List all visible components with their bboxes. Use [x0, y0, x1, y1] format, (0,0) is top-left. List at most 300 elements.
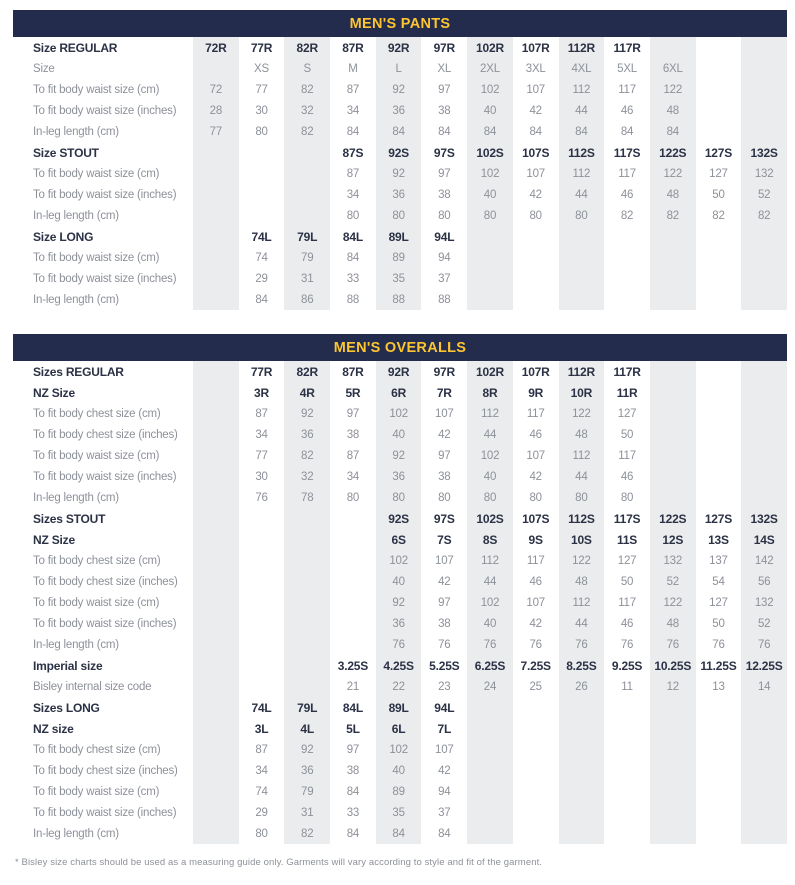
row-label: Sizes STOUT	[13, 508, 193, 529]
row-label: Sizes LONG	[13, 697, 193, 718]
table-cell	[330, 550, 376, 571]
table-cell: 112	[559, 163, 605, 184]
table-cell	[513, 289, 559, 310]
mens-overalls-header-bar	[13, 334, 787, 361]
table-cell	[696, 382, 742, 403]
table-row	[13, 79, 787, 100]
table-cell	[239, 205, 285, 226]
table-cell: 10.25S	[650, 655, 696, 676]
table-cell: 107S	[522, 511, 550, 526]
table-cell: 11	[621, 680, 633, 693]
table-cell	[650, 268, 696, 289]
table-cell: 82	[284, 823, 330, 844]
table-cell: 92S	[376, 508, 422, 529]
table-cell	[559, 697, 605, 718]
table-cell	[604, 823, 650, 844]
row-label: To fit body chest size (inches)	[13, 760, 193, 781]
table-row	[13, 571, 787, 592]
table-cell	[467, 823, 513, 844]
table-cell: 132	[741, 592, 787, 613]
table-cell: 14S	[741, 529, 787, 550]
table-cell: 107	[526, 449, 545, 462]
row-label: To fit body waist size (inches)	[13, 268, 193, 289]
table-row	[13, 487, 787, 508]
table-cell: 80	[346, 209, 360, 222]
table-row	[13, 121, 787, 142]
table-row	[13, 58, 787, 79]
table-cell	[650, 247, 696, 268]
table-cell	[559, 718, 605, 739]
table-cell: 122	[559, 403, 605, 424]
table-row	[13, 361, 787, 382]
table-cell: 76	[741, 634, 787, 655]
table-cell: 46	[620, 188, 634, 201]
table-cell: 102S	[467, 142, 513, 163]
table-cell	[741, 823, 787, 844]
table-cell: 80	[346, 491, 360, 504]
table-cell: 38	[438, 617, 451, 630]
table-cell: 84	[650, 121, 696, 142]
table-cell	[741, 247, 787, 268]
table-cell: 89	[376, 247, 422, 268]
table-cell: 97	[346, 407, 360, 420]
table-cell	[741, 268, 787, 289]
table-cell	[467, 802, 513, 823]
row-label: NZ Size	[13, 382, 193, 403]
table-cell: 79	[284, 247, 330, 268]
table-cell: 28	[193, 100, 239, 121]
row-label: To fit body waist size (cm)	[13, 592, 193, 613]
table-cell: 80	[467, 205, 513, 226]
table-cell: 84L	[342, 229, 363, 244]
table-cell: 107S	[522, 145, 550, 160]
table-cell: 9.25S	[611, 658, 643, 673]
table-cell: 84	[376, 121, 422, 142]
table-cell: L	[376, 58, 422, 79]
table-cell: 46	[620, 617, 634, 630]
table-cell: 87	[255, 407, 268, 420]
table-cell: 122	[650, 163, 696, 184]
table-cell: 38	[438, 188, 451, 201]
table-cell	[239, 529, 285, 550]
table-cell	[604, 697, 650, 718]
table-cell: 77	[255, 449, 268, 462]
table-cell: 80	[255, 125, 268, 138]
table-cell: 94	[438, 785, 451, 798]
table-cell	[193, 163, 239, 184]
table-cell: 97	[438, 449, 451, 462]
table-row	[13, 424, 787, 445]
table-cell: 78	[284, 487, 330, 508]
table-cell: 112S	[559, 508, 605, 529]
table-cell: 40	[467, 184, 513, 205]
table-cell: 82	[284, 121, 330, 142]
table-cell: 34	[346, 104, 360, 117]
table-row	[13, 592, 787, 613]
table-cell: 84	[376, 823, 422, 844]
table-cell	[193, 634, 239, 655]
table-cell: 56	[741, 571, 787, 592]
table-cell: 4XL	[559, 58, 605, 79]
table-cell	[284, 634, 330, 655]
table-cell	[741, 289, 787, 310]
table-cell: 97R	[433, 40, 455, 55]
table-cell	[650, 445, 696, 466]
table-cell	[193, 445, 239, 466]
table-cell	[193, 739, 239, 760]
table-cell: 34	[346, 470, 360, 483]
table-cell: 40	[376, 571, 422, 592]
table-cell: 97	[438, 83, 451, 96]
table-cell: 29	[255, 806, 268, 819]
table-cell: 3XL	[525, 62, 546, 75]
table-cell: 7.25S	[520, 658, 551, 673]
table-cell: 92	[284, 403, 330, 424]
table-cell: 40	[467, 613, 513, 634]
table-cell: 74L	[251, 700, 272, 715]
table-cell: 84L	[342, 700, 363, 715]
table-cell	[696, 823, 742, 844]
table-cell: 87	[255, 743, 268, 756]
table-cell: 31	[284, 802, 330, 823]
table-cell	[193, 268, 239, 289]
table-cell: 22	[376, 676, 422, 697]
table-cell	[696, 697, 742, 718]
table-cell: 80	[255, 827, 268, 840]
row-label: To fit body chest size (cm)	[13, 739, 193, 760]
table-cell	[741, 445, 787, 466]
mens-overalls-title: MEN'S OVERALLS	[333, 339, 467, 356]
table-cell: 88	[346, 293, 360, 306]
table-cell: 12	[650, 676, 696, 697]
table-cell	[330, 529, 376, 550]
table-cell	[193, 487, 239, 508]
table-row	[13, 100, 787, 121]
table-cell: 127	[617, 407, 637, 420]
table-cell: 36	[284, 760, 330, 781]
table-cell	[696, 289, 742, 310]
table-cell: 112	[559, 592, 605, 613]
table-cell: 84	[255, 293, 268, 306]
table-cell: 48	[559, 424, 605, 445]
table-cell	[604, 268, 650, 289]
table-cell	[741, 58, 787, 79]
table-cell: 92	[284, 739, 330, 760]
table-cell	[239, 592, 285, 613]
table-cell: 21	[346, 680, 360, 693]
table-cell	[193, 718, 239, 739]
table-cell: 97R	[433, 364, 455, 379]
table-cell: 13S	[708, 532, 729, 547]
table-cell: 44	[559, 466, 605, 487]
table-row	[13, 760, 787, 781]
table-cell: 87	[346, 167, 360, 180]
table-cell: 77	[255, 83, 268, 96]
row-label: In-leg length (cm)	[13, 634, 193, 655]
table-cell	[650, 226, 696, 247]
table-cell: 13	[712, 680, 725, 693]
table-cell	[650, 382, 696, 403]
table-cell: 80	[438, 209, 451, 222]
table-cell: 89L	[376, 226, 422, 247]
table-cell: 97	[346, 743, 360, 756]
table-row	[13, 823, 787, 844]
table-cell: 74L	[251, 229, 272, 244]
table-cell: 107R	[521, 40, 550, 55]
table-cell	[193, 226, 239, 247]
table-row	[13, 184, 787, 205]
table-cell	[330, 613, 376, 634]
table-cell: 80	[376, 487, 422, 508]
row-label: To fit body chest size (cm)	[13, 403, 193, 424]
table-cell	[193, 760, 239, 781]
table-cell	[696, 268, 742, 289]
table-cell: 107	[526, 83, 545, 96]
table-cell: 77	[193, 121, 239, 142]
table-cell	[696, 403, 742, 424]
table-cell	[193, 550, 239, 571]
table-cell: 30	[255, 470, 268, 483]
table-cell	[650, 289, 696, 310]
table-cell: 84	[529, 125, 542, 138]
table-cell: 3L	[254, 721, 269, 736]
table-cell: 127	[709, 596, 728, 609]
table-cell	[467, 226, 513, 247]
table-cell: 97S	[433, 145, 455, 160]
table-cell	[193, 508, 239, 529]
table-cell: 122	[650, 592, 696, 613]
table-cell	[467, 247, 513, 268]
mens-pants-title: MEN'S PANTS	[349, 15, 451, 32]
table-cell: 11R	[616, 385, 638, 400]
table-cell: 12.25S	[741, 655, 787, 676]
table-cell: 92	[376, 79, 422, 100]
table-cell: 94L	[434, 229, 455, 244]
table-cell: 89	[376, 781, 422, 802]
table-row	[13, 289, 787, 310]
table-cell: 36	[376, 613, 422, 634]
disclaimer-footnote: * Bisley size charts should be used as a measuring guide only. Garments will vary according to style and fit of the garment.	[15, 857, 543, 868]
table-cell: 42	[438, 764, 451, 777]
table-cell: 117	[618, 167, 636, 180]
table-cell	[604, 718, 650, 739]
row-label: In-leg length (cm)	[13, 205, 193, 226]
table-cell: 40	[376, 760, 422, 781]
table-cell: 37	[438, 806, 451, 819]
table-cell: 29	[255, 272, 268, 285]
table-cell: 94	[438, 251, 451, 264]
table-cell	[650, 424, 696, 445]
table-row	[13, 655, 787, 676]
row-label: To fit body chest size (inches)	[13, 571, 193, 592]
table-cell	[696, 100, 742, 121]
table-cell: 32	[284, 466, 330, 487]
table-cell	[193, 697, 239, 718]
table-cell: 7S	[437, 532, 452, 547]
table-cell	[604, 247, 650, 268]
table-cell	[741, 121, 787, 142]
table-cell	[741, 361, 787, 382]
table-cell	[741, 466, 787, 487]
table-cell: 34	[346, 188, 360, 201]
table-cell: 112	[467, 550, 513, 571]
table-cell: 40	[376, 424, 422, 445]
table-cell	[284, 613, 330, 634]
row-label: NZ Size	[13, 529, 193, 550]
table-cell: 10S	[559, 529, 605, 550]
table-cell: 76	[650, 634, 696, 655]
table-cell: 122	[650, 79, 696, 100]
table-cell: 10R	[559, 382, 605, 403]
table-cell	[650, 361, 696, 382]
table-row	[13, 268, 787, 289]
table-cell	[696, 121, 742, 142]
table-cell	[193, 289, 239, 310]
table-cell	[513, 802, 559, 823]
table-row	[13, 718, 787, 739]
table-cell	[284, 571, 330, 592]
table-cell: 52	[741, 184, 787, 205]
table-cell	[696, 226, 742, 247]
table-cell	[741, 37, 787, 58]
table-cell: 77R	[250, 364, 273, 379]
table-cell: 44	[467, 424, 513, 445]
table-cell: 82	[650, 205, 696, 226]
table-cell	[741, 79, 787, 100]
table-cell	[239, 142, 285, 163]
table-cell	[741, 424, 787, 445]
table-cell: S	[284, 58, 330, 79]
table-cell: 112R	[559, 361, 605, 382]
table-cell: 132	[741, 163, 787, 184]
table-cell	[650, 739, 696, 760]
table-cell: 117R	[613, 40, 641, 55]
table-cell: 84	[467, 121, 513, 142]
table-cell: 50	[620, 575, 634, 588]
table-cell: XL	[437, 62, 452, 75]
table-cell: 102	[467, 163, 513, 184]
table-cell: 50	[712, 617, 725, 630]
table-cell	[559, 739, 605, 760]
table-cell: 48	[650, 100, 696, 121]
table-cell	[650, 802, 696, 823]
table-cell: 52	[650, 571, 696, 592]
table-cell: 82	[741, 205, 787, 226]
table-cell: 32	[284, 100, 330, 121]
table-cell: 88	[376, 289, 422, 310]
table-cell: 122S	[650, 142, 696, 163]
table-cell: 80	[438, 491, 451, 504]
table-cell	[559, 247, 605, 268]
table-cell	[559, 823, 605, 844]
table-cell: 84	[346, 251, 360, 264]
table-cell: 42	[438, 428, 451, 441]
table-cell: 89L	[376, 697, 422, 718]
table-cell: 3.25S	[337, 658, 369, 673]
table-cell	[741, 760, 787, 781]
table-cell	[604, 226, 650, 247]
table-cell	[741, 487, 787, 508]
table-cell	[284, 508, 330, 529]
table-cell: 36	[284, 424, 330, 445]
table-cell: 87	[346, 449, 360, 462]
table-cell: 6.25S	[467, 655, 513, 676]
table-cell: 92R	[376, 37, 422, 58]
table-cell: 38	[346, 764, 360, 777]
table-cell	[696, 802, 742, 823]
row-label: To fit body waist size (inches)	[13, 802, 193, 823]
table-row	[13, 466, 787, 487]
table-cell: 102	[376, 403, 422, 424]
row-label: Size	[13, 58, 193, 79]
table-cell: 76	[712, 638, 725, 651]
table-cell	[193, 424, 239, 445]
row-label: Imperial size	[13, 655, 193, 676]
row-label: To fit body waist size (cm)	[13, 163, 193, 184]
table-cell	[559, 226, 605, 247]
table-cell: 42	[529, 188, 542, 201]
table-cell: 86	[284, 289, 330, 310]
table-cell	[513, 781, 559, 802]
table-cell	[239, 613, 285, 634]
table-cell	[696, 781, 742, 802]
table-cell	[239, 163, 285, 184]
table-cell: 107	[526, 596, 545, 609]
mens-overalls-table	[13, 334, 787, 844]
table-row	[13, 247, 787, 268]
table-row	[13, 226, 787, 247]
table-cell: 102	[376, 550, 422, 571]
row-label: To fit body waist size (inches)	[13, 613, 193, 634]
table-cell	[284, 205, 330, 226]
table-cell: 107	[435, 407, 454, 420]
table-cell: 36	[376, 466, 422, 487]
table-cell	[467, 781, 513, 802]
table-cell	[513, 268, 559, 289]
row-label: To fit body chest size (inches)	[13, 424, 193, 445]
table-cell	[284, 592, 330, 613]
table-cell: 112S	[559, 142, 605, 163]
table-cell: 3R	[254, 385, 269, 400]
table-cell: 102	[467, 592, 513, 613]
table-cell: 6L	[376, 718, 422, 739]
table-row	[13, 781, 787, 802]
table-row	[13, 508, 787, 529]
table-cell: 4L	[284, 718, 330, 739]
table-cell: 42	[529, 617, 542, 630]
table-cell	[239, 676, 285, 697]
table-cell	[239, 508, 285, 529]
table-cell: 117	[618, 83, 636, 96]
table-cell: 46	[620, 104, 634, 117]
table-cell: 117S	[613, 511, 641, 526]
table-cell: 117	[618, 596, 636, 609]
table-cell	[696, 79, 742, 100]
table-cell: 107	[435, 554, 454, 567]
table-cell: 42	[438, 575, 451, 588]
table-row	[13, 529, 787, 550]
table-cell	[193, 142, 239, 163]
table-cell: 97S	[433, 511, 455, 526]
table-cell: 122	[559, 550, 605, 571]
table-cell	[696, 37, 742, 58]
table-cell	[559, 781, 605, 802]
table-cell: 102	[467, 445, 513, 466]
table-cell	[284, 142, 330, 163]
table-cell: 94L	[434, 700, 455, 715]
table-cell	[741, 802, 787, 823]
table-cell: 5R	[345, 385, 361, 400]
